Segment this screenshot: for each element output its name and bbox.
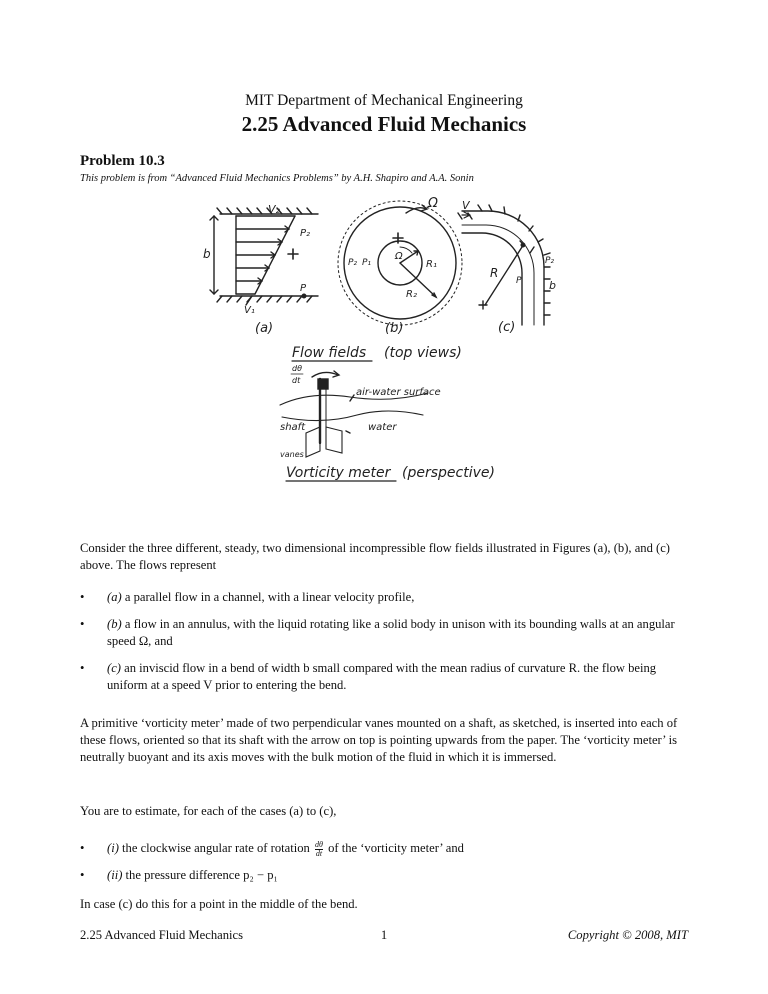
task-tag: (i) — [107, 841, 119, 855]
list-item: • (ii) the pressure difference p₂ − p₁ — [80, 868, 278, 882]
case-c-note: In case (c) do this for a point in the middle of the bend. — [80, 897, 358, 911]
label-omega-inner: Ω — [395, 251, 403, 262]
footer-copyright: Copyright © 2008, MIT — [567, 928, 688, 942]
label-p1-c: P — [516, 276, 522, 286]
perspective-caption: (perspective) — [402, 465, 495, 481]
task-text: the clockwise angular rate of rotation — [118, 841, 310, 855]
bullet-tag: (b) — [107, 617, 122, 631]
label-p2-c: P₂ — [545, 256, 555, 266]
label-figure-a: (a) — [255, 321, 274, 336]
footer-page-number: 1 — [380, 928, 388, 942]
vorticity-meter-paragraph: A primitive ‘vorticity meter’ made of two perpendicular vanes mounted on a shaft, as sketched, is inserted into each of these flows, oriented so that its shaft with the arrow on top is pointing upwards from the paper. The ‘vorticity meter’ is neutrally buoyant and its axis moves with the bulk motion of the fluid in which it is immersed. — [80, 716, 678, 764]
label-vanes: vanes — [280, 450, 304, 459]
label-dt: dt — [292, 376, 301, 385]
label-air-water-surface: air-water surface — [356, 387, 441, 398]
department-heading: MIT Department of Mechanical Engineering — [245, 92, 523, 109]
label-r2: R₂ — [406, 289, 417, 300]
task-text-rest: of the ‘vorticity meter’ and — [324, 841, 464, 855]
bullet-tag: (a) — [107, 590, 122, 604]
footer-course: 2.25 Advanced Fluid Mechanics — [80, 928, 243, 942]
label-p1-b: P₁ — [362, 258, 372, 268]
figure-c-bend — [458, 205, 550, 325]
fraction-denominator: dt — [315, 848, 323, 858]
label-v1: V₁ — [244, 305, 255, 316]
task-intro: You are to estimate, for each of the cases (a) to (c), — [80, 804, 337, 818]
course-title: 2.25 Advanced Fluid Mechanics — [241, 112, 527, 136]
label-water: water — [368, 422, 397, 433]
label-b-c: b — [549, 279, 556, 292]
label-b-dimension: b — [203, 247, 211, 261]
label-p2-b: P₂ — [348, 258, 358, 268]
intro-paragraph: Consider the three different, steady, two dimensional incompressible flow fields illustrated in Figures (a), (b), and (c) above. The flows represent — [80, 541, 670, 572]
list-item: • (a) a parallel flow in a channel, with a linear velocity profile, — [80, 590, 415, 604]
vorticity-meter-sketch — [280, 371, 428, 457]
label-r: R — [490, 266, 499, 280]
vorticity-meter-caption: Vorticity meter — [286, 465, 391, 481]
top-views-caption: (top views) — [384, 345, 462, 361]
label-shaft: shaft — [280, 422, 306, 433]
flow-fields-caption: Flow fields — [292, 345, 367, 361]
fraction-numerator: dθ — [314, 839, 323, 849]
label-figure-c: (c) — [498, 320, 516, 335]
label-figure-b: (b) — [385, 321, 404, 336]
bullet-text: an inviscid flow in a bend of width b small compared with the mean radius of curvature R. the flow being uniform at a speed V prior to entering the bend. — [107, 661, 657, 692]
problem-credit: This problem is from “Advanced Fluid Mechanics Problems” by A.H. Shapiro and A.A. Sonin — [80, 173, 474, 184]
label-dtheta: dθ — [292, 364, 302, 373]
task-tag: (ii) — [107, 868, 123, 882]
task-text: the pressure difference p₂ − p₁ — [122, 868, 278, 882]
label-r1: R₁ — [426, 259, 437, 270]
list-item: • (i) the clockwise angular rate of rotation $\frac{d\theta}{dt}$ of the ‘vorticity meter’ and — [80, 839, 464, 858]
dtheta-dt-fraction — [315, 841, 323, 858]
bullet-text: a parallel flow in a channel, with a linear velocity profile, — [121, 590, 415, 604]
label-p2-a: P₂ — [300, 228, 311, 239]
bullet-text: a flow in an annulus, with the liquid rotating like a solid body in unison with its bounding walls at an angular speed Ω, and — [107, 617, 675, 648]
problem-title: Problem 10.3 — [80, 153, 165, 169]
label-v2: V₂ — [268, 203, 280, 216]
flow-fields-figure — [200, 185, 560, 495]
label-v: V — [462, 199, 470, 212]
bullet-tag: (c) — [107, 661, 121, 675]
list-item: • (b) a flow in an annulus, with the liquid rotating like a solid body in unison with its bounding walls at an angular speed Ω, and — [80, 617, 675, 648]
list-item: • (c) an inviscid flow in a bend of width b small compared with the mean radius of curvature R. the flow being uniform at a speed V prior to entering the bend. — [80, 661, 657, 692]
label-p1-a: P — [300, 283, 307, 294]
label-omega-outer: Ω — [428, 196, 438, 211]
